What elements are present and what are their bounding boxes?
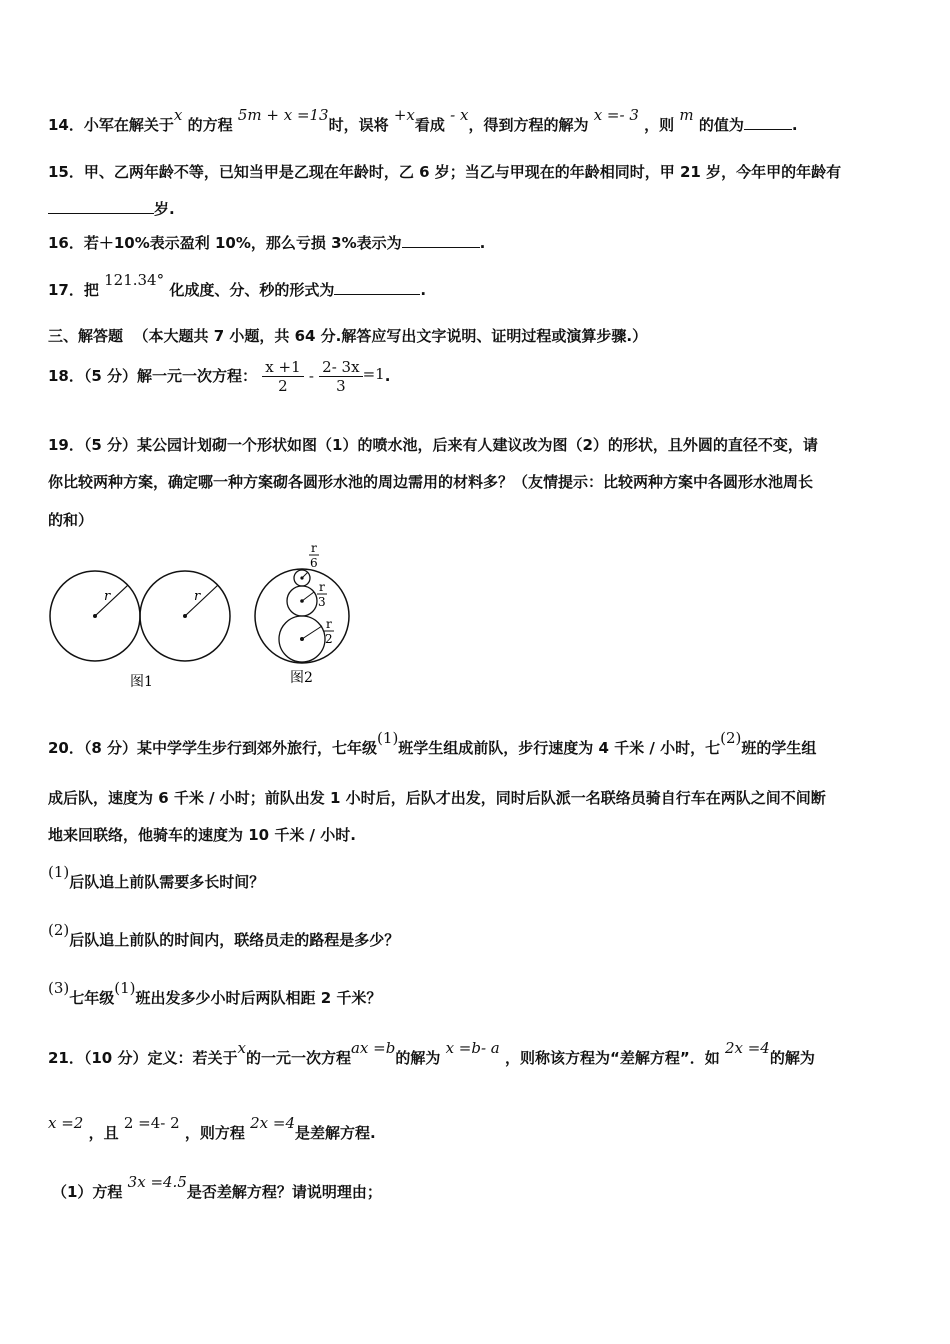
- radius-label: r: [194, 589, 201, 604]
- question-19-line2: 你比较两种方案，确定哪一种方案砌各圆形水池的周边需用的材料多？（友情提示：比较两种方案中各圆形水池周长: [48, 473, 814, 491]
- label-r3-den: 3: [318, 595, 326, 609]
- question-18: 18．（5 分）解一元一次方程： $\frac{x +1}{2}$ - $\frac{2- 3x}{3}$ =1.: [48, 358, 391, 395]
- radius-label: r: [104, 589, 111, 604]
- question-19-line3: 的和）: [48, 511, 94, 529]
- radius-line: [302, 572, 308, 578]
- radius-line: [302, 626, 322, 639]
- question-15-line2: 岁.: [48, 199, 175, 219]
- question-20-line3: 地来回联络，他骑车的速度为 10 千米 / 小时.: [48, 826, 356, 844]
- label-r6-den: 6: [310, 556, 318, 570]
- radius-line: [302, 592, 314, 601]
- label-r3-num: r: [319, 580, 325, 594]
- question-20-line2: 成后队，速度为 6 千米 / 小时；前队出发 1 小时后，后队才出发，同时后队派一名联络员骑自行车在两队之间不间断: [48, 789, 826, 807]
- circle-figures: [40, 538, 370, 698]
- radius-line: [185, 585, 218, 616]
- question-20-sub2: (2)后队追上前队的时间内，联络员走的路程是多少？: [48, 921, 400, 949]
- figure-2-caption: 图2: [290, 670, 313, 686]
- answer-blank: [402, 233, 480, 248]
- question-15: 15．甲、乙两年龄不等，已知当甲是乙现在年龄时，乙 6 岁；当乙与甲现在的年龄相同时，甲 21 岁，今年甲的年龄有: [48, 163, 842, 181]
- figure-1: [50, 571, 230, 690]
- question-21: 21．（10 分）定义：若关于x的一元一次方程ax =b的解为 x =b- a ，则称该方程为“差解方程”．如 2x =4的解为: [48, 1039, 815, 1067]
- answer-blank: [48, 199, 154, 214]
- fraction-2: $\frac{2- 3x}{3}$: [319, 358, 362, 395]
- label-r6-num: r: [311, 541, 317, 555]
- question-17: 17．把 121.34° 化成度、分、秒的形式为 .: [48, 271, 427, 299]
- question-20: 20．（8 分）某中学学生步行到郊外旅行，七年级(1)班学生组成前队，步行速度为 4 千米 / 小时，七(2)班的学生组: [48, 729, 817, 757]
- radius-line: [95, 585, 128, 616]
- question-14: 14．小军在解关于x 的方程 5m + x =13时，误将 +x看成 - x，得到方程的解为 x =- 3 ，则 m 的值为 .: [48, 106, 798, 134]
- answer-blank: [334, 280, 420, 295]
- question-16: 16．若＋10%表示盈利 10%，那么亏损 3%表示为 .: [48, 234, 486, 252]
- question-21-sub1: （1）方程 3x =4.5是否差解方程？请说明理由；: [52, 1173, 382, 1201]
- question-21-line2: x =2 ，且 2 =4- 2 ，则方程 2x =4是差解方程.: [48, 1114, 376, 1142]
- question-20-sub3: (3)七年级(1)班出发多少小时后两队相距 2 千米？: [48, 979, 382, 1007]
- figure-2: [255, 541, 349, 686]
- section-heading: 三、解答题 （本大题共 7 小题，共 64 分.解答应写出文字说明、证明过程或演算步骤.）: [48, 327, 648, 345]
- fraction-1: $\frac{x +1}{2}$: [262, 358, 303, 395]
- question-20-sub1: (1)后队追上前队需要多长时间？: [48, 863, 265, 891]
- question-19: 19．（5 分）某公园计划砌一个形状如图（1）的喷水池，后来有人建议改为图（2）的形状，且外圆的直径不变，请: [48, 436, 818, 454]
- answer-blank: [744, 115, 792, 130]
- figure-1-caption: 图1: [130, 674, 153, 690]
- label-r2-den: 2: [325, 632, 333, 646]
- label-r2-num: r: [326, 617, 332, 631]
